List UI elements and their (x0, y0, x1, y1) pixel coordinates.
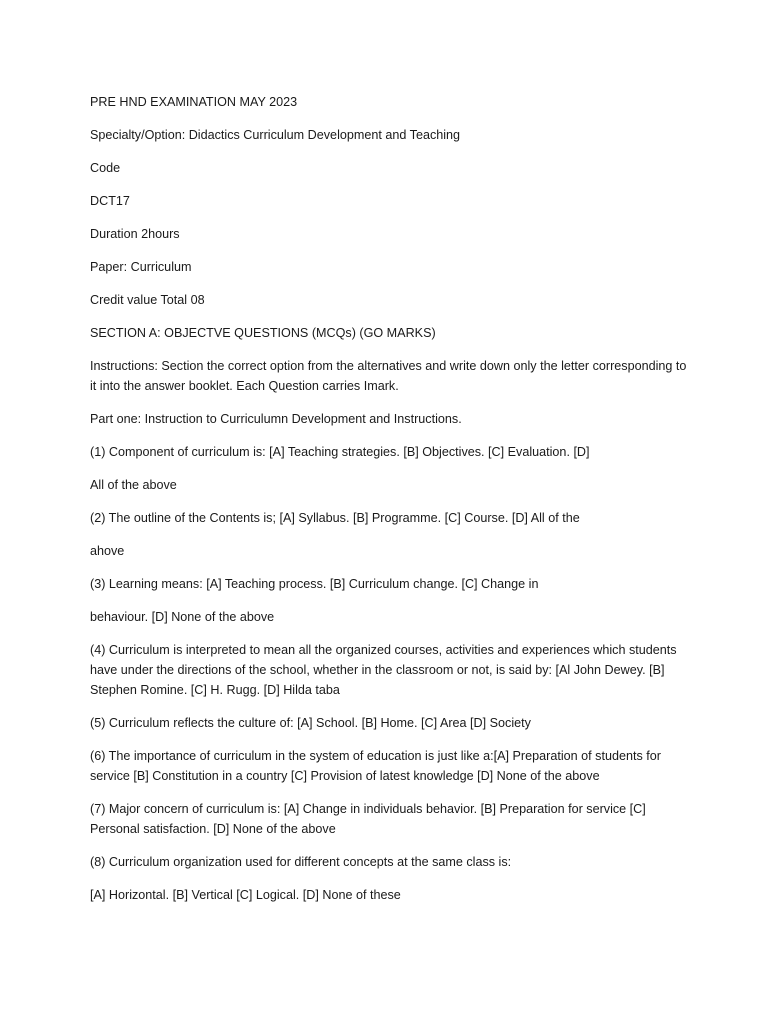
exam-title: PRE HND EXAMINATION MAY 2023 (90, 95, 298, 109)
question-3-line-2: behaviour. [D] None of the above (90, 610, 275, 624)
question-8-line-2: [A] Horizontal. [B] Vertical [C] Logical. [D] None of these (90, 888, 401, 902)
question-3-line-1: (3) Learning means: [A] Teaching process. [B] Curriculum change. [C] Change in (90, 577, 539, 591)
document-body (90, 92, 690, 918)
question-2-line-2: ahove (90, 544, 125, 558)
question-2-line-1: (2) The outline of the Contents is; [A] Syllabus. [B] Programme. [C] Course. [D] All of the (90, 511, 580, 525)
instructions-paragraph: Instructions: Section the correct option from the alternatives and write down only the letter corresponding to it into the answer booklet. Each Question carries Imark. (90, 359, 687, 393)
duration-line: Duration 2hours (90, 227, 180, 241)
code-value: DCT17 (90, 194, 130, 208)
question-1-line-2: All of the above (90, 478, 177, 492)
section-title: SECTION A: OBJECTVE QUESTIONS (MCQs) (GO MARKS) (90, 326, 436, 340)
code-label: Code (90, 161, 121, 175)
question-7: (7) Major concern of curriculum is: [A] Change in individuals behavior. [B] Preparation for service [C] Personal satisfaction. [D] None of the above (90, 802, 646, 836)
question-6: (6) The importance of curriculum in the system of education is just like a:[A] Preparation of students for service [B] Constitution in a country [C] Provision of latest knowledge [D] None of the above (90, 749, 661, 783)
credit-line: Credit value Total 08 (90, 293, 205, 307)
question-5: (5) Curriculum reflects the culture of: [A] School. [B] Home. [C] Area [D] Society (90, 716, 531, 730)
specialty-line: Specialty/Option: Didactics Curriculum Development and Teaching (90, 128, 461, 142)
question-4: (4) Curriculum is interpreted to mean all the organized courses, activities and experiences which students have under the directions of the school, whether in the classroom or not, is said by: [Al John Dewey. [B] Stephen Romine. [C] H. Rugg. [D] Hilda taba (90, 643, 677, 697)
part-title: Part one: Instruction to Curriculumn Development and Instructions. (90, 412, 462, 426)
paper-line: Paper: Curriculum (90, 260, 192, 274)
question-8-line-1: (8) Curriculum organization used for different concepts at the same class is: (90, 855, 512, 869)
question-1-line-1: (1) Component of curriculum is: [A] Teaching strategies. [B] Objectives. [C] Evaluation. [D] (90, 445, 590, 459)
